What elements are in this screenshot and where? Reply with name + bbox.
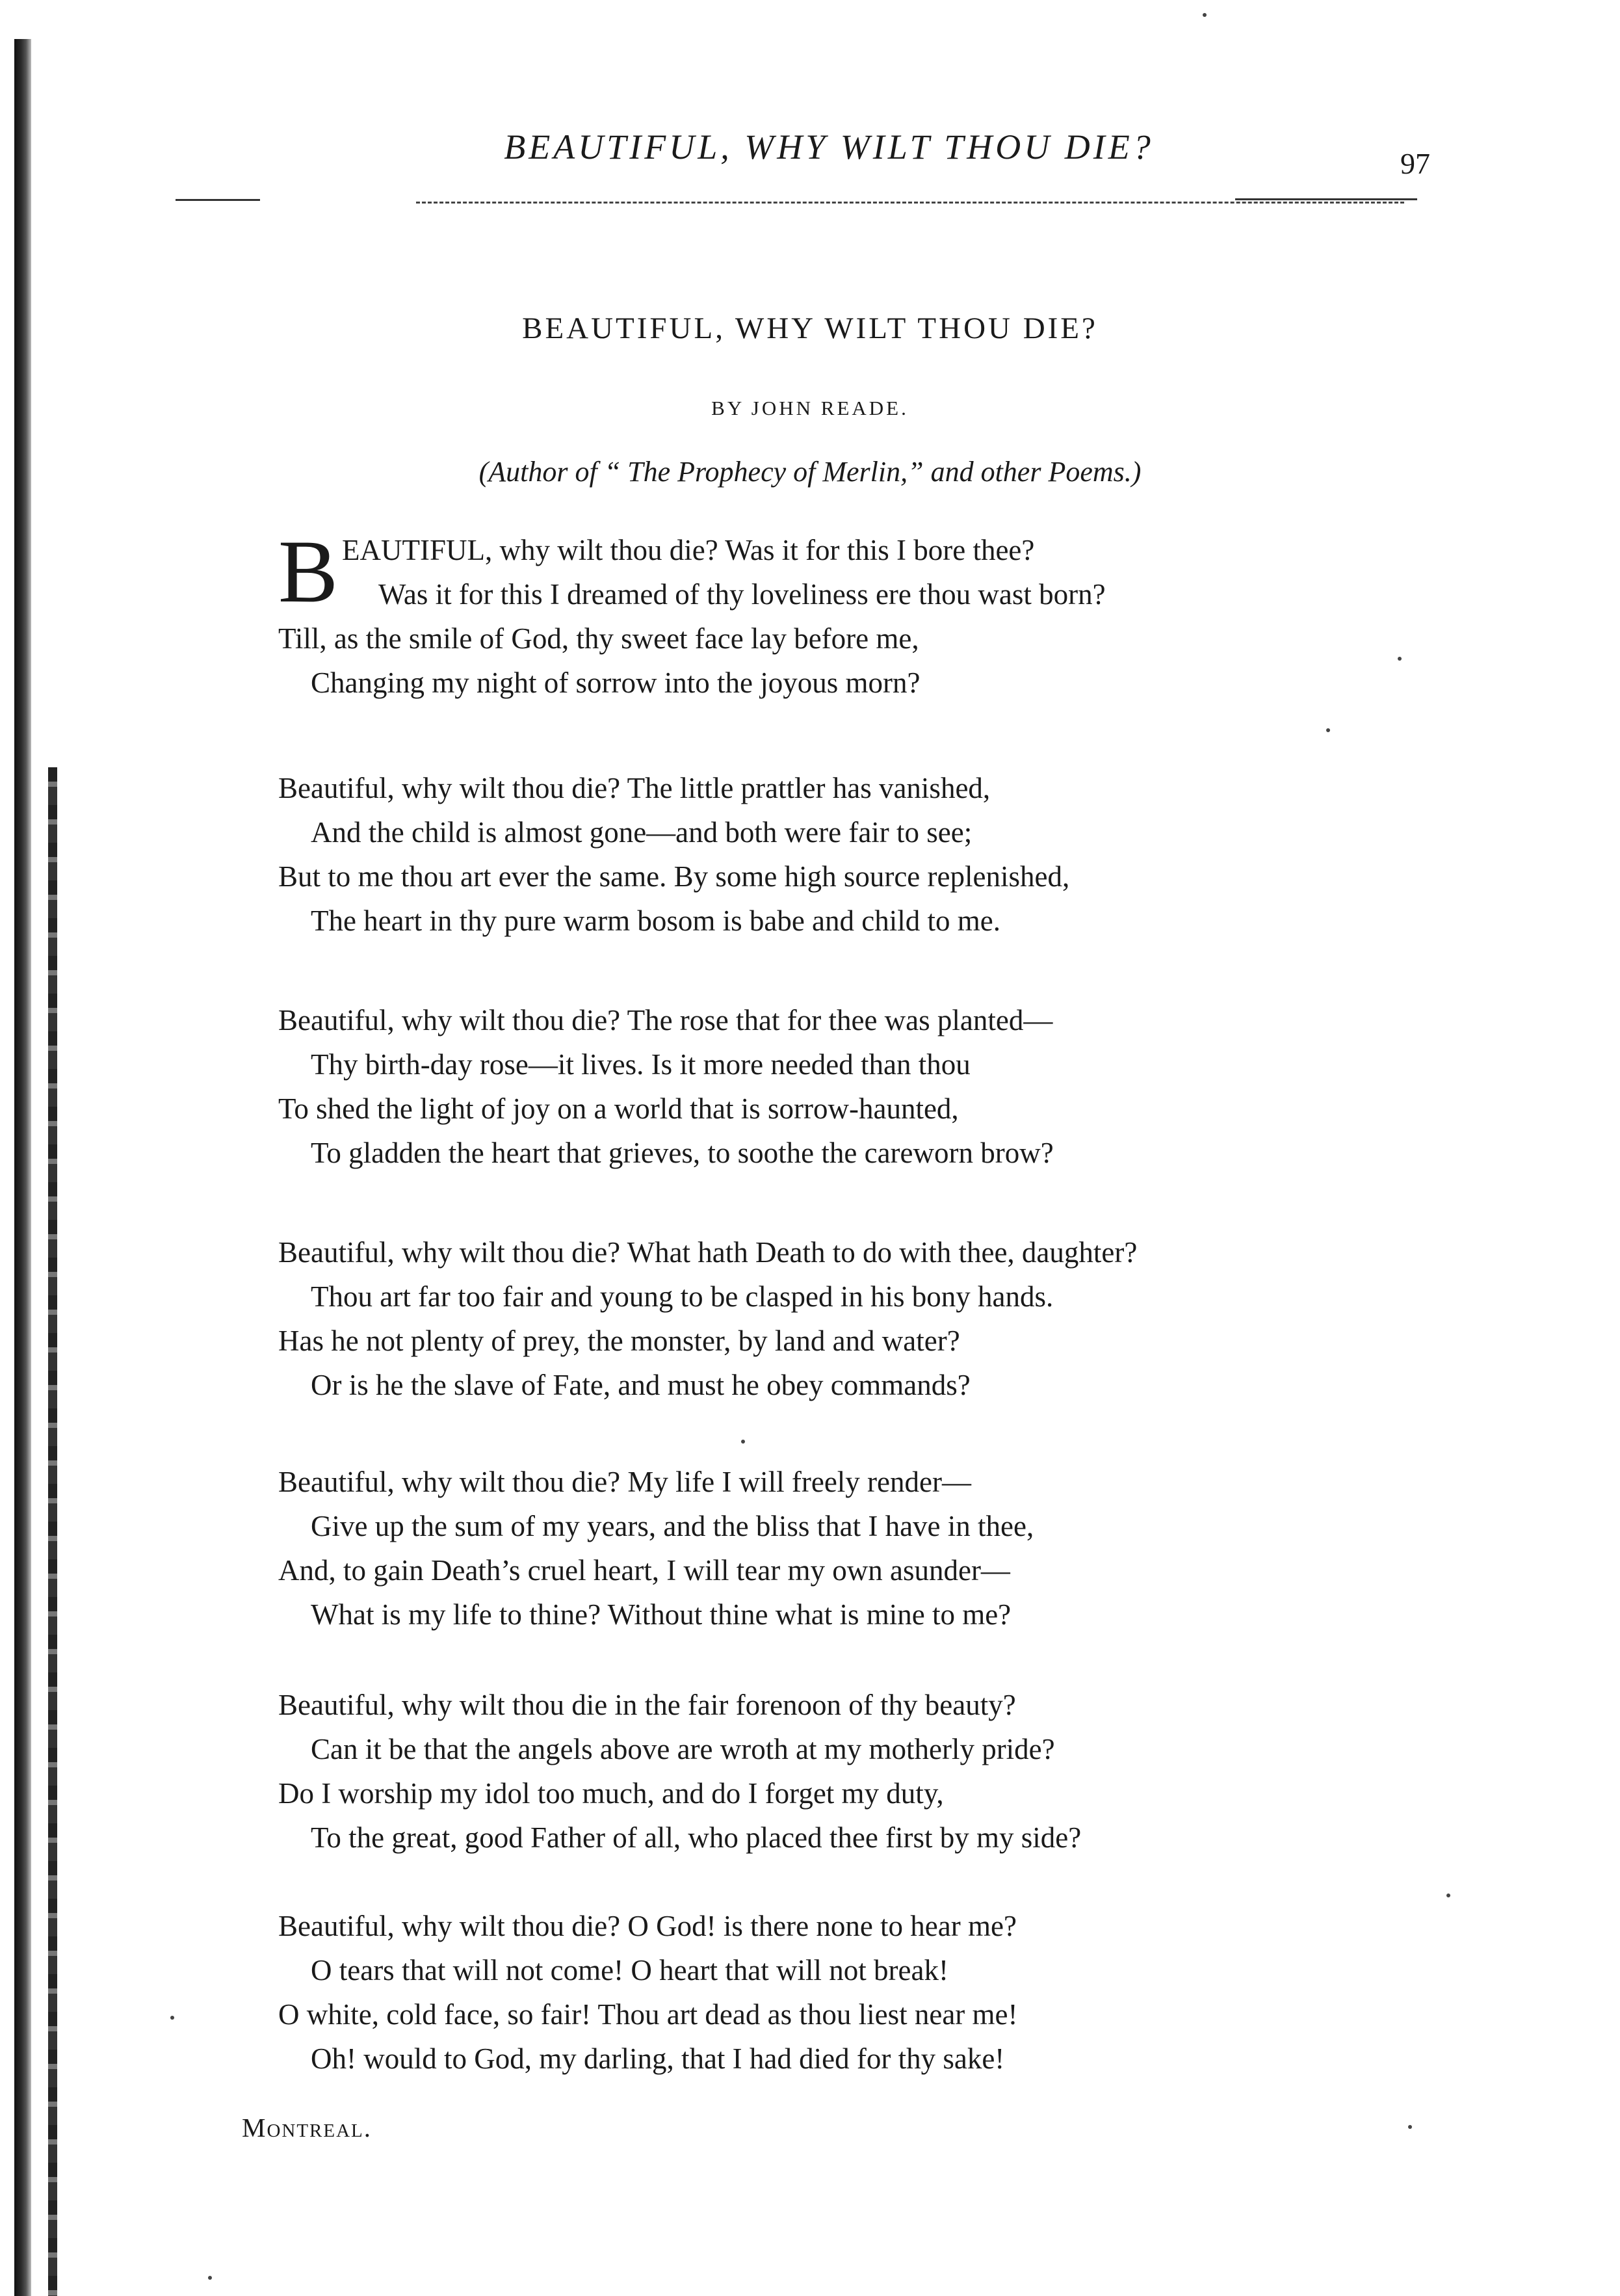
poem-line: Thy birth-day rose—it lives. Is it more needed than thou: [311, 1048, 971, 1081]
poem-line: Beautiful, why wilt thou die in the fair forenoon of thy beauty?: [278, 1689, 1016, 1721]
stanza-1: [278, 521, 1383, 705]
poem-line: Till, as the smile of God, thy sweet face lay before me,: [278, 622, 919, 655]
poem-line: Has he not plenty of prey, the monster, by land and water?: [278, 1325, 960, 1357]
poem-line: And the child is almost gone—and both were fair to see;: [311, 816, 973, 849]
page-speck: [1203, 13, 1207, 17]
page-number: 97: [1400, 147, 1430, 180]
page-speck: [1408, 2125, 1412, 2129]
stanza-5: [278, 1460, 1383, 1637]
header-rule-left: [176, 199, 260, 201]
stanza-4: [278, 1230, 1383, 1407]
poem-line: Do I worship my idol too much, and do I forget my duty,: [278, 1777, 944, 1810]
poem-line: Oh! would to God, my darling, that I had died for thy sake!: [311, 2042, 1005, 2075]
poem-line: And, to gain Death’s cruel heart, I will tear my own asunder—: [278, 1554, 1010, 1587]
author-note: (Author of “ The Prophecy of Merlin,” and other Poems.): [478, 456, 1142, 488]
poem-line: O tears that will not come! O heart that will not break!: [311, 1954, 948, 1986]
poem-line: Can it be that the angels above are wroth at my motherly pride?: [311, 1733, 1055, 1765]
poem-line: Was it for this I dreamed of thy loveliness ere thou wast born?: [378, 578, 1106, 611]
book-binding-edge: [14, 39, 31, 2296]
poem-line: But to me thou art ever the same. By some high source replenished,: [278, 860, 1070, 893]
poem-line: Beautiful, why wilt thou die? O God! is there none to hear me?: [278, 1910, 1017, 1942]
poem-line: Beautiful, why wilt thou die? My life I will freely render—: [278, 1466, 971, 1498]
stanza-7: [278, 1904, 1383, 2081]
running-head: [163, 127, 1456, 179]
running-head-title: BEAUTIFUL, WHY WILT THOU DIE?: [504, 127, 1154, 166]
stanza-6: [278, 1683, 1383, 1860]
page-speck: [1398, 657, 1402, 661]
page-speck: [170, 2016, 174, 2020]
page-speck: [1326, 728, 1330, 732]
poem-line: O white, cold face, so fair! Thou art dead as thou liest near me!: [278, 1998, 1018, 2031]
poem-byline: BY JOHN READE.: [711, 397, 909, 419]
book-binding-shadow: [48, 767, 57, 2296]
header-rule-right: [1235, 198, 1417, 200]
poem-line: To gladden the heart that grieves, to soothe the careworn brow?: [311, 1137, 1054, 1169]
poem-line: To shed the light of joy on a world that is sorrow-haunted,: [278, 1092, 959, 1125]
stanza-2: [278, 766, 1383, 943]
page-speck: [208, 2276, 212, 2280]
place-line: Montreal.: [242, 2113, 372, 2143]
poem-line: Beautiful, why wilt thou die? What hath Death to do with thee, daughter?: [278, 1236, 1138, 1269]
poem-line: Thou art far too fair and young to be clasped in his bony hands.: [311, 1280, 1054, 1313]
poem-line: Beautiful, why wilt thou die? The rose that for thee was planted—: [278, 1004, 1053, 1036]
page-speck: [1446, 1894, 1450, 1897]
poem-line: Or is he the slave of Fate, and must he obey commands?: [311, 1369, 971, 1401]
poem-line: Changing my night of sorrow into the joyous morn?: [311, 666, 921, 699]
drop-cap: B: [278, 521, 339, 621]
poem-line: Beautiful, why wilt thou die? The little prattler has vanished,: [278, 772, 991, 804]
stanza-3: [278, 998, 1383, 1175]
poem-line: The heart in thy pure warm bosom is babe and child to me.: [311, 904, 1000, 937]
poem-line: To the great, good Father of all, who placed thee first by my side?: [311, 1821, 1082, 1854]
page-speck: [741, 1440, 745, 1444]
poem-line: EAUTIFUL, why wilt thou die? Was it for this I bore thee?: [342, 534, 1035, 566]
poem-title: BEAUTIFUL, WHY WILT THOU DIE?: [522, 311, 1098, 345]
header-rule: [416, 202, 1404, 204]
poem-line: Give up the sum of my years, and the bliss that I have in thee,: [311, 1510, 1034, 1542]
poem-line: What is my life to thine? Without thine what is mine to me?: [311, 1598, 1012, 1631]
